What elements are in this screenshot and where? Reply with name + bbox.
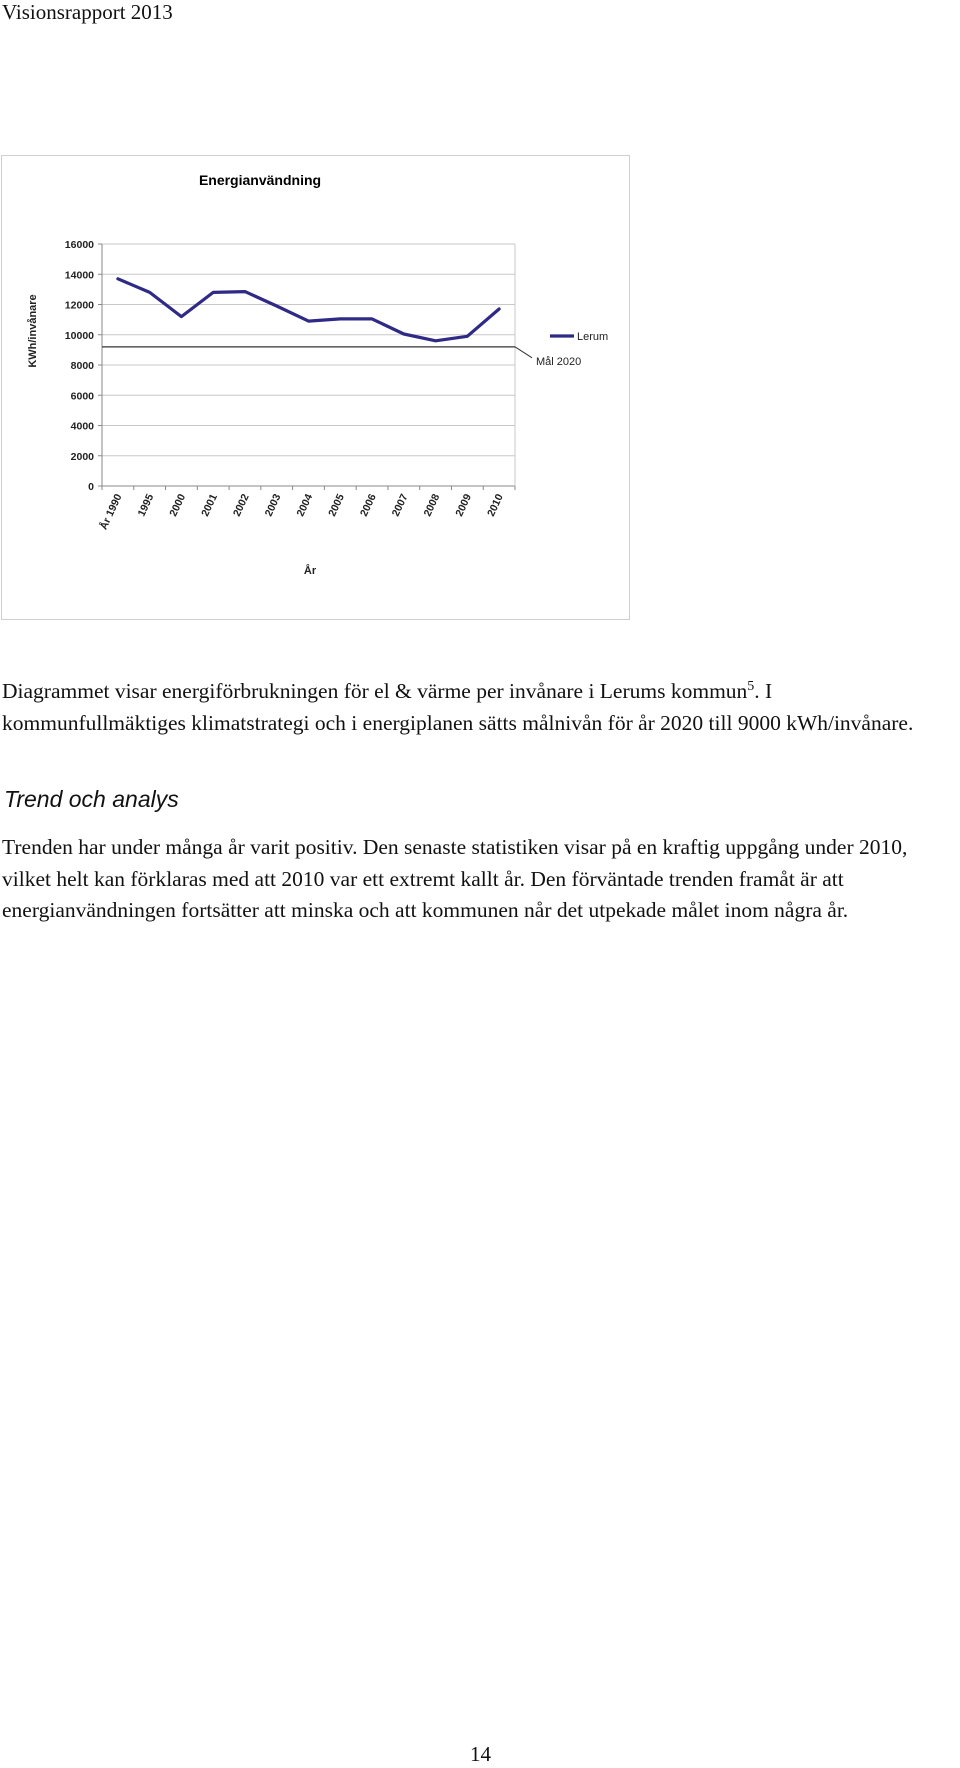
y-tick-label: 10000: [64, 329, 94, 342]
chart-svg: [2, 156, 629, 619]
x-tick-label: 2001: [199, 492, 220, 519]
target-label: Mål 2020: [536, 355, 582, 368]
series-group: [118, 279, 499, 341]
footnote-marker: 5: [747, 678, 755, 694]
caption-text-continued: . I kommunfullmäktiges klimatstrategi och i energiplanen sätts målnivån för år 2020 till 9000 kWh/invånare.: [2, 679, 914, 735]
y-tick-label: 2000: [70, 450, 94, 463]
y-tick-label: 14000: [64, 269, 94, 282]
x-tick-label: 2005: [326, 492, 347, 519]
y-tick-label: 6000: [70, 390, 94, 403]
x-tick-label: 2004: [294, 492, 316, 519]
x-tick-label: 2010: [485, 492, 506, 519]
y-tick-label: 8000: [70, 360, 94, 372]
target-leader-line: [515, 347, 532, 358]
x-tick-label: 2007: [389, 492, 411, 519]
energy-chart: [1, 155, 630, 620]
y-axis-label: KWh/invånare: [27, 294, 39, 368]
x-tick-labels: [97, 492, 506, 532]
chart-legend: [550, 331, 608, 343]
x-tick-label: 1995: [135, 492, 157, 519]
series-line-lerum: [118, 279, 499, 341]
page-number: 14: [470, 1742, 491, 1766]
x-tick-label: 2000: [167, 492, 189, 519]
chart-axes: [98, 244, 515, 490]
x-tick-label: 2003: [262, 492, 284, 519]
legend-label: Lerum: [577, 331, 609, 343]
chart-grid: [102, 244, 515, 456]
y-tick-labels: [65, 239, 94, 493]
x-axis-label: År: [303, 565, 317, 577]
x-tick-label: 2009: [453, 492, 475, 519]
chart-title: Energianvändning: [198, 172, 322, 188]
caption-text: Diagrammet visar energiförbrukningen för el & värme per invånare i Lerums kommun: [2, 679, 748, 703]
chart-caption: [2, 675, 952, 739]
x-tick-label: 2002: [230, 492, 252, 519]
section-body: Trenden har under många år varit positiv. Den senaste statistiken visar på en kraftig uppgång under 2010, vilket helt kan förklaras med att 2010 var ett extremt kallt år. Den förväntade trenden framåt är att energianvändningen fortsätter att minska och att kommunen når det utpekade målet inom några år.: [2, 835, 908, 922]
x-tick-label: År 1990: [97, 492, 125, 532]
report-header: Visionsrapport 2013: [2, 0, 173, 24]
y-tick-label: 16000: [64, 239, 94, 251]
y-tick-label: 0: [88, 481, 94, 493]
section-heading: Trend och analys: [4, 786, 179, 812]
y-tick-label: 4000: [70, 420, 94, 433]
x-tick-label: 2008: [421, 492, 443, 519]
y-tick-label: 12000: [64, 299, 94, 312]
x-tick-label: 2006: [358, 492, 379, 519]
